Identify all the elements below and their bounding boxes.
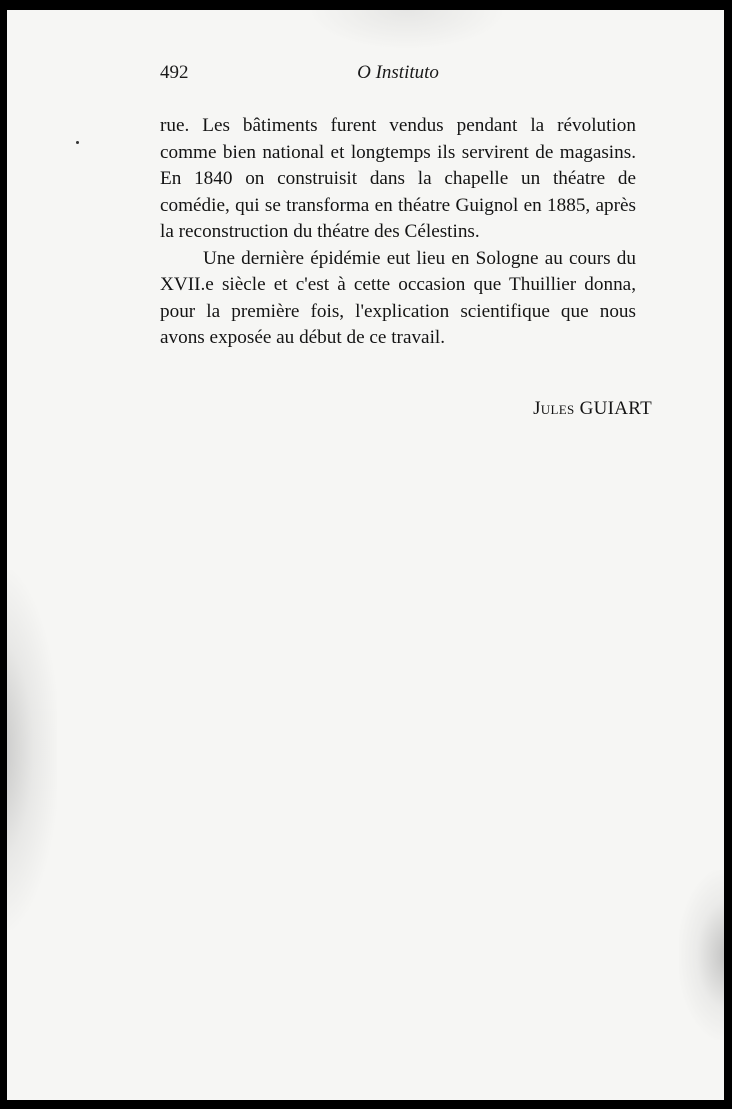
paragraph: Une dernière épidémie eut lieu en Sologne au cours du XVII.e siècle et c'est à cette occasion que Thuillier donna, pour la première fois, l'explication scientifique que nous avons exposée au début de ce travail. <box>160 247 636 348</box>
ink-speck <box>76 141 79 144</box>
page-header <box>160 62 636 88</box>
paper-stain <box>7 570 57 930</box>
paper-stain <box>679 870 724 1040</box>
running-title: O Instituto <box>357 62 439 83</box>
author-first-name: Jules <box>533 398 575 419</box>
author-last-name: GUIART <box>579 398 652 419</box>
body-text <box>160 113 636 352</box>
page-number: 492 <box>160 62 189 83</box>
author-signature <box>533 398 652 420</box>
paper-stain <box>307 10 507 50</box>
paragraph: rue. Les bâtiments furent vendus pendant la révolution comme bien national et longtemps ils servirent de magasins. En 1840 on construisit dans la chapelle un théatre de comédie, qui se transforma en théatre Guignol en 1885, après la reconstruction du théatre des Célestins. <box>160 115 636 242</box>
